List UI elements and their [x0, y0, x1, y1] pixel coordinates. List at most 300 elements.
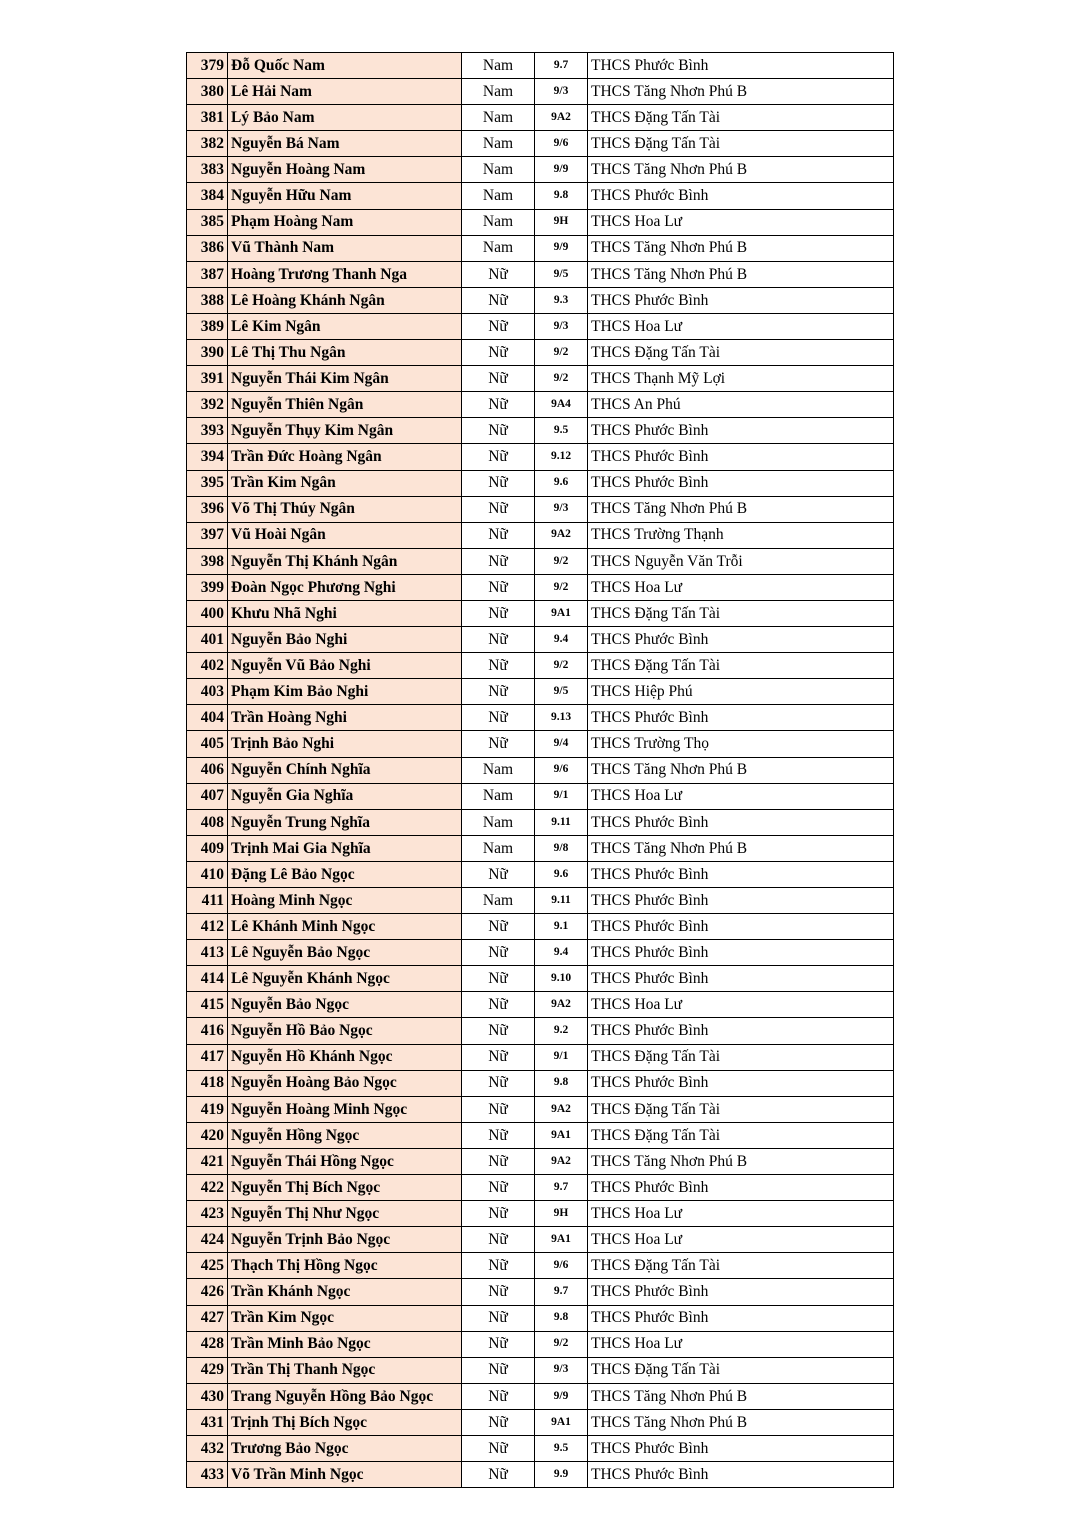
school-name-cell: THCS Đặng Tấn Tài — [588, 1044, 894, 1070]
student-name-cell: Nguyễn Bảo Nghi — [228, 627, 462, 653]
student-name-cell: Nguyễn Bá Nam — [228, 131, 462, 157]
row-number-cell: 381 — [187, 105, 228, 131]
gender-cell: Nam — [462, 209, 535, 235]
school-name-cell: THCS Tăng Nhơn Phú B — [588, 261, 894, 287]
gender-cell: Nữ — [462, 1409, 535, 1435]
school-name-cell: THCS Phước Bình — [588, 966, 894, 992]
table-row — [187, 1175, 894, 1201]
table-row — [187, 783, 894, 809]
row-number-cell: 394 — [187, 444, 228, 470]
table-row — [187, 966, 894, 992]
class-cell: 9A2 — [535, 992, 588, 1018]
student-name-cell: Nguyễn Hồ Khánh Ngọc — [228, 1044, 462, 1070]
class-cell: 9.5 — [535, 418, 588, 444]
school-name-cell: THCS Phước Bình — [588, 1018, 894, 1044]
row-number-cell: 424 — [187, 1227, 228, 1253]
school-name-cell: THCS Phước Bình — [588, 1279, 894, 1305]
gender-cell: Nữ — [462, 1279, 535, 1305]
student-name-cell: Nguyễn Vũ Bảo Nghi — [228, 653, 462, 679]
gender-cell: Nữ — [462, 1148, 535, 1174]
row-number-cell: 411 — [187, 888, 228, 914]
student-name-cell: Lê Hải Nam — [228, 79, 462, 105]
school-name-cell: THCS Hoa Lư — [588, 313, 894, 339]
row-number-cell: 423 — [187, 1201, 228, 1227]
class-cell: 9.5 — [535, 1435, 588, 1461]
row-number-cell: 407 — [187, 783, 228, 809]
table-row — [187, 600, 894, 626]
class-cell: 9.12 — [535, 444, 588, 470]
row-number-cell: 383 — [187, 157, 228, 183]
table-row — [187, 340, 894, 366]
table-row — [187, 1305, 894, 1331]
table-row — [187, 209, 894, 235]
school-name-cell: THCS Phước Bình — [588, 444, 894, 470]
gender-cell: Nữ — [462, 261, 535, 287]
school-name-cell: THCS Hiệp Phú — [588, 679, 894, 705]
student-name-cell: Thạch Thị Hồng Ngọc — [228, 1253, 462, 1279]
gender-cell: Nữ — [462, 470, 535, 496]
gender-cell: Nữ — [462, 600, 535, 626]
student-name-cell: Nguyễn Bảo Ngọc — [228, 992, 462, 1018]
class-cell: 9/3 — [535, 313, 588, 339]
student-name-cell: Khưu Nhã Nghi — [228, 600, 462, 626]
student-name-cell: Trần Kim Ngân — [228, 470, 462, 496]
school-name-cell: THCS Hoa Lư — [588, 574, 894, 600]
row-number-cell: 398 — [187, 548, 228, 574]
student-name-cell: Nguyễn Gia Nghĩa — [228, 783, 462, 809]
student-name-cell: Phạm Hoàng Nam — [228, 209, 462, 235]
class-cell: 9/3 — [535, 79, 588, 105]
school-name-cell: THCS Nguyễn Văn Trỗi — [588, 548, 894, 574]
school-name-cell: THCS Đặng Tấn Tài — [588, 653, 894, 679]
class-cell: 9.8 — [535, 1070, 588, 1096]
row-number-cell: 403 — [187, 679, 228, 705]
row-number-cell: 387 — [187, 261, 228, 287]
student-name-cell: Võ Thị Thúy Ngân — [228, 496, 462, 522]
row-number-cell: 389 — [187, 313, 228, 339]
table-row — [187, 496, 894, 522]
row-number-cell: 402 — [187, 653, 228, 679]
table-row — [187, 1253, 894, 1279]
table-row — [187, 131, 894, 157]
gender-cell: Nữ — [462, 1044, 535, 1070]
class-cell: 9/6 — [535, 131, 588, 157]
student-name-cell: Trần Hoàng Nghi — [228, 705, 462, 731]
table-row — [187, 1435, 894, 1461]
class-cell: 9/8 — [535, 835, 588, 861]
school-name-cell: THCS Phước Bình — [588, 183, 894, 209]
school-name-cell: THCS Đặng Tấn Tài — [588, 131, 894, 157]
student-name-cell: Phạm Kim Bảo Nghi — [228, 679, 462, 705]
student-name-cell: Nguyễn Hồng Ngọc — [228, 1122, 462, 1148]
table-row — [187, 653, 894, 679]
student-name-cell: Vũ Thành Nam — [228, 235, 462, 261]
student-name-cell: Nguyễn Thị Như Ngọc — [228, 1201, 462, 1227]
class-cell: 9/1 — [535, 1044, 588, 1070]
class-cell: 9A2 — [535, 1148, 588, 1174]
gender-cell: Nam — [462, 757, 535, 783]
table-row — [187, 757, 894, 783]
gender-cell: Nữ — [462, 1305, 535, 1331]
row-number-cell: 428 — [187, 1331, 228, 1357]
table-row — [187, 470, 894, 496]
table-row — [187, 79, 894, 105]
row-number-cell: 406 — [187, 757, 228, 783]
class-cell: 9.10 — [535, 966, 588, 992]
school-name-cell: THCS Hoa Lư — [588, 992, 894, 1018]
row-number-cell: 388 — [187, 287, 228, 313]
table-row — [187, 1227, 894, 1253]
gender-cell: Nữ — [462, 1435, 535, 1461]
student-name-cell: Nguyễn Thị Khánh Ngân — [228, 548, 462, 574]
table-row — [187, 444, 894, 470]
row-number-cell: 425 — [187, 1253, 228, 1279]
gender-cell: Nam — [462, 809, 535, 835]
school-name-cell: THCS Tăng Nhơn Phú B — [588, 1383, 894, 1409]
table-row — [187, 1331, 894, 1357]
table-row — [187, 1096, 894, 1122]
school-name-cell: THCS Tăng Nhơn Phú B — [588, 235, 894, 261]
school-name-cell: THCS Hoa Lư — [588, 209, 894, 235]
row-number-cell: 395 — [187, 470, 228, 496]
student-name-cell: Nguyễn Thụy Kim Ngân — [228, 418, 462, 444]
class-cell: 9.1 — [535, 914, 588, 940]
student-name-cell: Lê Nguyễn Khánh Ngọc — [228, 966, 462, 992]
gender-cell: Nam — [462, 183, 535, 209]
gender-cell: Nữ — [462, 1357, 535, 1383]
gender-cell: Nữ — [462, 1018, 535, 1044]
table-row — [187, 1044, 894, 1070]
gender-cell: Nữ — [462, 992, 535, 1018]
student-name-cell: Trần Minh Bảo Ngọc — [228, 1331, 462, 1357]
student-name-cell: Nguyễn Trịnh Bảo Ngọc — [228, 1227, 462, 1253]
student-name-cell: Nguyễn Thị Bích Ngọc — [228, 1175, 462, 1201]
gender-cell: Nữ — [462, 444, 535, 470]
class-cell: 9.9 — [535, 1462, 588, 1488]
row-number-cell: 384 — [187, 183, 228, 209]
class-cell: 9/1 — [535, 783, 588, 809]
class-cell: 9.6 — [535, 470, 588, 496]
student-name-cell: Hoàng Minh Ngọc — [228, 888, 462, 914]
school-name-cell: THCS Tăng Nhơn Phú B — [588, 157, 894, 183]
student-name-cell: Lý Bảo Nam — [228, 105, 462, 131]
school-name-cell: THCS Phước Bình — [588, 1462, 894, 1488]
gender-cell: Nữ — [462, 574, 535, 600]
school-name-cell: THCS Đặng Tấn Tài — [588, 1122, 894, 1148]
row-number-cell: 417 — [187, 1044, 228, 1070]
row-number-cell: 413 — [187, 940, 228, 966]
gender-cell: Nam — [462, 157, 535, 183]
gender-cell: Nữ — [462, 1331, 535, 1357]
student-name-cell: Đoàn Ngọc Phương Nghi — [228, 574, 462, 600]
class-cell: 9/6 — [535, 757, 588, 783]
gender-cell: Nữ — [462, 522, 535, 548]
row-number-cell: 427 — [187, 1305, 228, 1331]
student-name-cell: Lê Hoàng Khánh Ngân — [228, 287, 462, 313]
row-number-cell: 392 — [187, 392, 228, 418]
class-cell: 9/9 — [535, 1383, 588, 1409]
class-cell: 9/5 — [535, 261, 588, 287]
gender-cell: Nữ — [462, 627, 535, 653]
row-number-cell: 385 — [187, 209, 228, 235]
student-name-cell: Trần Kim Ngọc — [228, 1305, 462, 1331]
class-cell: 9/6 — [535, 1253, 588, 1279]
student-name-cell: Lê Nguyễn Bảo Ngọc — [228, 940, 462, 966]
row-number-cell: 420 — [187, 1122, 228, 1148]
gender-cell: Nữ — [462, 418, 535, 444]
row-number-cell: 399 — [187, 574, 228, 600]
table-row — [187, 1462, 894, 1488]
school-name-cell: THCS Thạnh Mỹ Lợi — [588, 366, 894, 392]
gender-cell: Nam — [462, 53, 535, 79]
gender-cell: Nam — [462, 835, 535, 861]
student-name-cell: Vũ Hoài Ngân — [228, 522, 462, 548]
student-name-cell: Nguyễn Thái Kim Ngân — [228, 366, 462, 392]
class-cell: 9.2 — [535, 1018, 588, 1044]
table-row — [187, 992, 894, 1018]
gender-cell: Nữ — [462, 861, 535, 887]
school-name-cell: THCS Phước Bình — [588, 1175, 894, 1201]
gender-cell: Nữ — [462, 653, 535, 679]
row-number-cell: 379 — [187, 53, 228, 79]
class-cell: 9.6 — [535, 861, 588, 887]
row-number-cell: 382 — [187, 131, 228, 157]
student-name-cell: Nguyễn Hoàng Minh Ngọc — [228, 1096, 462, 1122]
table-row — [187, 522, 894, 548]
row-number-cell: 386 — [187, 235, 228, 261]
student-name-cell: Lê Khánh Minh Ngọc — [228, 914, 462, 940]
row-number-cell: 432 — [187, 1435, 228, 1461]
student-name-cell: Hoàng Trương Thanh Nga — [228, 261, 462, 287]
row-number-cell: 400 — [187, 600, 228, 626]
student-name-cell: Đặng Lê Bảo Ngọc — [228, 861, 462, 887]
student-name-cell: Võ Trần Minh Ngọc — [228, 1462, 462, 1488]
class-cell: 9A2 — [535, 1096, 588, 1122]
school-name-cell: THCS Tăng Nhơn Phú B — [588, 1409, 894, 1435]
class-cell: 9/2 — [535, 574, 588, 600]
class-cell: 9/2 — [535, 366, 588, 392]
table-row — [187, 548, 894, 574]
class-cell: 9H — [535, 1201, 588, 1227]
gender-cell: Nữ — [462, 1175, 535, 1201]
gender-cell: Nữ — [462, 1201, 535, 1227]
school-name-cell: THCS Tăng Nhơn Phú B — [588, 1148, 894, 1174]
row-number-cell: 380 — [187, 79, 228, 105]
table-row — [187, 574, 894, 600]
table-row — [187, 1279, 894, 1305]
class-cell: 9.11 — [535, 888, 588, 914]
class-cell: 9.8 — [535, 183, 588, 209]
row-number-cell: 422 — [187, 1175, 228, 1201]
student-name-cell: Nguyễn Chính Nghĩa — [228, 757, 462, 783]
row-number-cell: 416 — [187, 1018, 228, 1044]
student-name-cell: Trần Khánh Ngọc — [228, 1279, 462, 1305]
class-cell: 9.7 — [535, 1175, 588, 1201]
table-row — [187, 861, 894, 887]
class-cell: 9H — [535, 209, 588, 235]
school-name-cell: THCS Phước Bình — [588, 861, 894, 887]
table-row — [187, 1148, 894, 1174]
student-name-cell: Đỗ Quốc Nam — [228, 53, 462, 79]
class-cell: 9A1 — [535, 600, 588, 626]
table-row — [187, 313, 894, 339]
table-row — [187, 940, 894, 966]
table-row — [187, 1383, 894, 1409]
gender-cell: Nữ — [462, 548, 535, 574]
class-cell: 9/5 — [535, 679, 588, 705]
class-cell: 9/2 — [535, 653, 588, 679]
gender-cell: Nữ — [462, 679, 535, 705]
class-cell: 9.4 — [535, 627, 588, 653]
school-name-cell: THCS Phước Bình — [588, 470, 894, 496]
row-number-cell: 421 — [187, 1148, 228, 1174]
gender-cell: Nữ — [462, 496, 535, 522]
gender-cell: Nữ — [462, 705, 535, 731]
table-row — [187, 1018, 894, 1044]
row-number-cell: 393 — [187, 418, 228, 444]
school-name-cell: THCS Hoa Lư — [588, 1227, 894, 1253]
table-row — [187, 392, 894, 418]
student-name-cell: Trịnh Mai Gia Nghĩa — [228, 835, 462, 861]
row-number-cell: 396 — [187, 496, 228, 522]
row-number-cell: 401 — [187, 627, 228, 653]
school-name-cell: THCS Hoa Lư — [588, 1331, 894, 1357]
class-cell: 9/3 — [535, 1357, 588, 1383]
student-name-cell: Nguyễn Trung Nghĩa — [228, 809, 462, 835]
class-cell: 9.3 — [535, 287, 588, 313]
student-name-cell: Nguyễn Hữu Nam — [228, 183, 462, 209]
school-name-cell: THCS Hoa Lư — [588, 1201, 894, 1227]
gender-cell: Nam — [462, 235, 535, 261]
class-cell: 9A2 — [535, 522, 588, 548]
row-number-cell: 405 — [187, 731, 228, 757]
class-cell: 9/2 — [535, 1331, 588, 1357]
school-name-cell: THCS Đặng Tấn Tài — [588, 105, 894, 131]
school-name-cell: THCS Tăng Nhơn Phú B — [588, 79, 894, 105]
school-name-cell: THCS Đặng Tấn Tài — [588, 340, 894, 366]
gender-cell: Nữ — [462, 1122, 535, 1148]
table-row — [187, 914, 894, 940]
table-row — [187, 235, 894, 261]
student-name-cell: Nguyễn Hoàng Nam — [228, 157, 462, 183]
school-name-cell: THCS Hoa Lư — [588, 783, 894, 809]
gender-cell: Nữ — [462, 1070, 535, 1096]
class-cell: 9.4 — [535, 940, 588, 966]
gender-cell: Nam — [462, 131, 535, 157]
class-cell: 9.7 — [535, 1279, 588, 1305]
school-name-cell: THCS Phước Bình — [588, 1305, 894, 1331]
gender-cell: Nữ — [462, 914, 535, 940]
school-name-cell: THCS Trường Thạnh — [588, 522, 894, 548]
gender-cell: Nam — [462, 783, 535, 809]
student-name-cell: Trần Đức Hoàng Ngân — [228, 444, 462, 470]
row-number-cell: 419 — [187, 1096, 228, 1122]
class-cell: 9/9 — [535, 235, 588, 261]
gender-cell: Nam — [462, 888, 535, 914]
class-cell: 9A4 — [535, 392, 588, 418]
row-number-cell: 429 — [187, 1357, 228, 1383]
student-name-cell: Nguyễn Thái Hồng Ngọc — [228, 1148, 462, 1174]
class-cell: 9.8 — [535, 1305, 588, 1331]
table-row — [187, 835, 894, 861]
gender-cell: Nữ — [462, 340, 535, 366]
row-number-cell: 433 — [187, 1462, 228, 1488]
student-name-cell: Trương Bảo Ngọc — [228, 1435, 462, 1461]
table-row — [187, 366, 894, 392]
student-name-cell: Nguyễn Hồ Bảo Ngọc — [228, 1018, 462, 1044]
school-name-cell: THCS Tăng Nhơn Phú B — [588, 496, 894, 522]
student-name-cell: Nguyễn Thiên Ngân — [228, 392, 462, 418]
school-name-cell: THCS Trường Thọ — [588, 731, 894, 757]
gender-cell: Nữ — [462, 940, 535, 966]
school-name-cell: THCS Phước Bình — [588, 1435, 894, 1461]
table-row — [187, 1201, 894, 1227]
class-cell: 9A1 — [535, 1227, 588, 1253]
student-name-cell: Trần Thị Thanh Ngọc — [228, 1357, 462, 1383]
table-row — [187, 53, 894, 79]
row-number-cell: 412 — [187, 914, 228, 940]
school-name-cell: THCS Phước Bình — [588, 705, 894, 731]
table-row — [187, 1357, 894, 1383]
student-name-cell: Lê Kim Ngân — [228, 313, 462, 339]
student-name-cell: Trịnh Thị Bích Ngọc — [228, 1409, 462, 1435]
row-number-cell: 418 — [187, 1070, 228, 1096]
row-number-cell: 410 — [187, 861, 228, 887]
gender-cell: Nữ — [462, 287, 535, 313]
class-cell: 9A1 — [535, 1409, 588, 1435]
class-cell: 9.7 — [535, 53, 588, 79]
table-row — [187, 627, 894, 653]
gender-cell: Nam — [462, 105, 535, 131]
table-row — [187, 183, 894, 209]
student-name-cell: Nguyễn Hoàng Bảo Ngọc — [228, 1070, 462, 1096]
school-name-cell: THCS Phước Bình — [588, 53, 894, 79]
row-number-cell: 391 — [187, 366, 228, 392]
student-name-cell: Lê Thị Thu Ngân — [228, 340, 462, 366]
school-name-cell: THCS Phước Bình — [588, 418, 894, 444]
school-name-cell: THCS Phước Bình — [588, 1070, 894, 1096]
table-row — [187, 1122, 894, 1148]
gender-cell: Nữ — [462, 1462, 535, 1488]
school-name-cell: THCS Phước Bình — [588, 940, 894, 966]
table-row — [187, 1409, 894, 1435]
table-row — [187, 105, 894, 131]
gender-cell: Nữ — [462, 1253, 535, 1279]
school-name-cell: THCS Đặng Tấn Tài — [588, 1096, 894, 1122]
table-row — [187, 705, 894, 731]
table-row — [187, 679, 894, 705]
class-cell: 9A1 — [535, 1122, 588, 1148]
class-cell: 9.13 — [535, 705, 588, 731]
row-number-cell: 426 — [187, 1279, 228, 1305]
table-row — [187, 287, 894, 313]
table-row — [187, 157, 894, 183]
school-name-cell: THCS Đặng Tấn Tài — [588, 1357, 894, 1383]
class-cell: 9/2 — [535, 340, 588, 366]
school-name-cell: THCS Tăng Nhơn Phú B — [588, 757, 894, 783]
gender-cell: Nữ — [462, 1383, 535, 1409]
gender-cell: Nữ — [462, 1096, 535, 1122]
row-number-cell: 415 — [187, 992, 228, 1018]
row-number-cell: 408 — [187, 809, 228, 835]
row-number-cell: 414 — [187, 966, 228, 992]
row-number-cell: 390 — [187, 340, 228, 366]
table-row — [187, 731, 894, 757]
student-table — [186, 52, 894, 1488]
table-row — [187, 418, 894, 444]
row-number-cell: 397 — [187, 522, 228, 548]
student-name-cell: Trang Nguyễn Hồng Bảo Ngọc — [228, 1383, 462, 1409]
